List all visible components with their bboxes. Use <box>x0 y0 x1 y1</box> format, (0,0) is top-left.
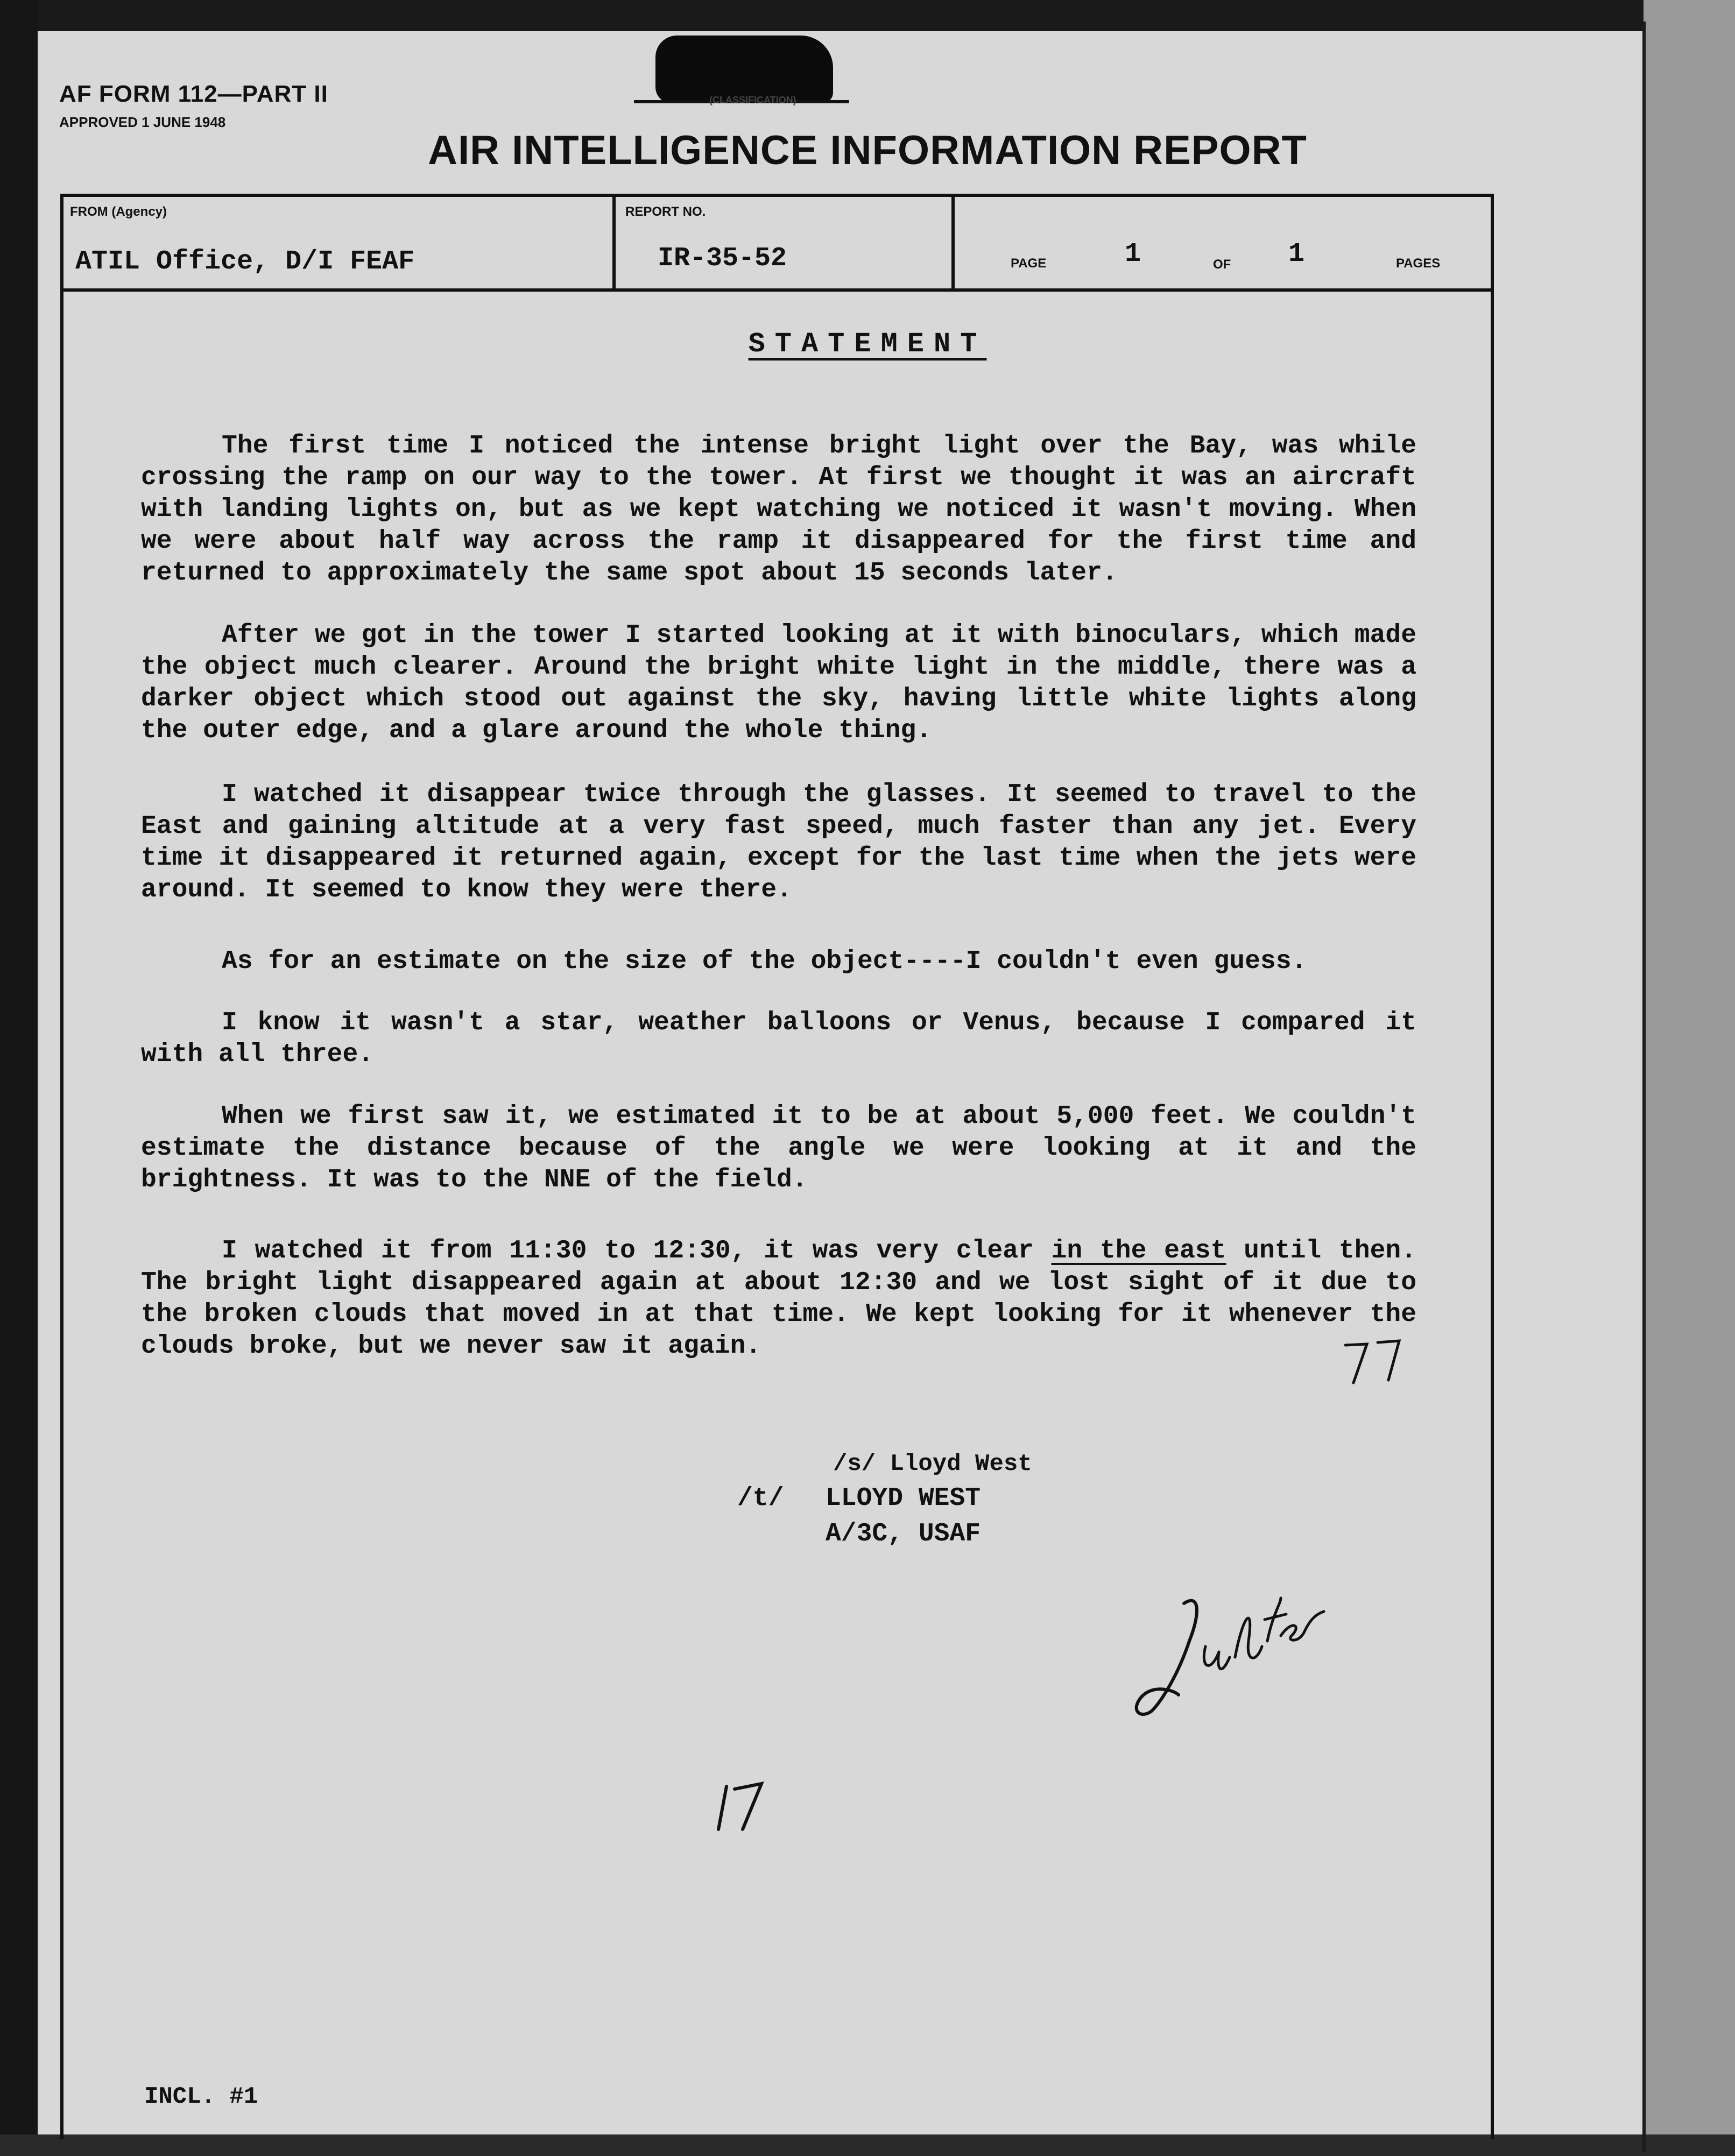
report-no-label: REPORT NO. <box>625 204 706 219</box>
signature-typed-prefix: /t/ <box>737 1484 784 1513</box>
statement-text: I watched it from 11:30 to 12:30, it was very clear <box>222 1236 1052 1266</box>
page-value: 1 <box>1125 239 1141 270</box>
statement-paragraph: I watched it disappear twice through the glasses. It seemed to travel to the East and gaining altitude at a very fast speed, much faster than any jet. Every time it disappeared it returned again, except for the last time when the jets were around. It seemed to know they were there. <box>141 780 1416 904</box>
scan-top-edge <box>0 0 1735 31</box>
report-title: AIR INTELLIGENCE INFORMATION REPORT <box>428 128 1307 173</box>
handwritten-77-text: 77 <box>1372 1392 1378 1397</box>
form-approved-date: APPROVED 1 JUNE 1948 <box>59 114 226 130</box>
statement-heading: STATEMENT <box>748 328 987 360</box>
statement-paragraph: When we first saw it, we estimated it to be at about 5,000 feet. We couldn't estimate the distance because of the angle we were looking at it and the brightness. It was to the NNE of the field. <box>141 1102 1416 1194</box>
handwritten-jupiter-text: Jupiter <box>1217 1712 1237 1718</box>
handwritten-17-text: 17 <box>739 1830 746 1835</box>
from-label: FROM (Agency) <box>70 204 167 219</box>
statement-paragraph: The first time I noticed the intense bright light over the Bay, was while crossing the ramp on our way to the tower. At first we thought it was an aircraft with landing lights on, but as we kept watching we noticed it wasn't moving. When we were about half way across the ramp it disappeared for the first time and returned to approximately the same spot about 15 seconds later. <box>141 432 1416 588</box>
statement-paragraph <box>141 1235 1416 1362</box>
handwritten-17-annotation <box>710 1776 775 1835</box>
of-value: 1 <box>1288 239 1305 270</box>
underlined-phrase: in the east <box>1051 1236 1226 1266</box>
statement-paragraph: I know it wasn't a star, weather balloons or Venus, because I compared it with all three. <box>141 1008 1416 1069</box>
handwritten-77-annotation <box>1335 1334 1415 1399</box>
statement-paragraph: After we got in the tower I started looking at it with binoculars, which made the object much clearer. Around the bright white light in the middle, there was a darker object which stood out against the sky, having little white lights along the outer edge, and a glare around the whole thing. <box>141 621 1416 745</box>
signature-typed-name: LLOYD WEST <box>826 1484 981 1513</box>
scan-left-edge <box>0 0 38 2156</box>
report-header-box <box>60 194 1494 292</box>
inclosure-label: INCL. #1 <box>144 2083 258 2110</box>
of-label: OF <box>1213 257 1231 272</box>
page-label: PAGE <box>1011 256 1047 271</box>
header-divider <box>951 197 955 288</box>
signature-signed: /s/ Lloyd West <box>833 1451 1032 1478</box>
statement-paragraph: As for an estimate on the size of the object----I couldn't even guess. <box>222 947 1307 976</box>
from-value: ATIL Office, D/I FEAF <box>75 246 415 277</box>
header-divider <box>612 197 616 288</box>
pages-label: PAGES <box>1396 256 1441 271</box>
classification-label: (CLASSIFICATION) <box>709 95 796 105</box>
form-id: AF FORM 112—PART II <box>59 81 328 107</box>
report-no-value: IR-35-52 <box>658 243 787 274</box>
scan-right-edge <box>1644 0 1735 2156</box>
handwritten-jupiter-annotation <box>1119 1582 1335 1722</box>
classification-redaction <box>655 36 833 103</box>
statement-text: until then. The bright light disappeared again at about 12:30 and we lost sight of it due to the broken clouds that moved in at that time. We kept looking for it whenever the clouds broke, but we never saw it again. <box>141 1236 1417 1361</box>
signature-rank: A/3C, USAF <box>826 1519 981 1549</box>
